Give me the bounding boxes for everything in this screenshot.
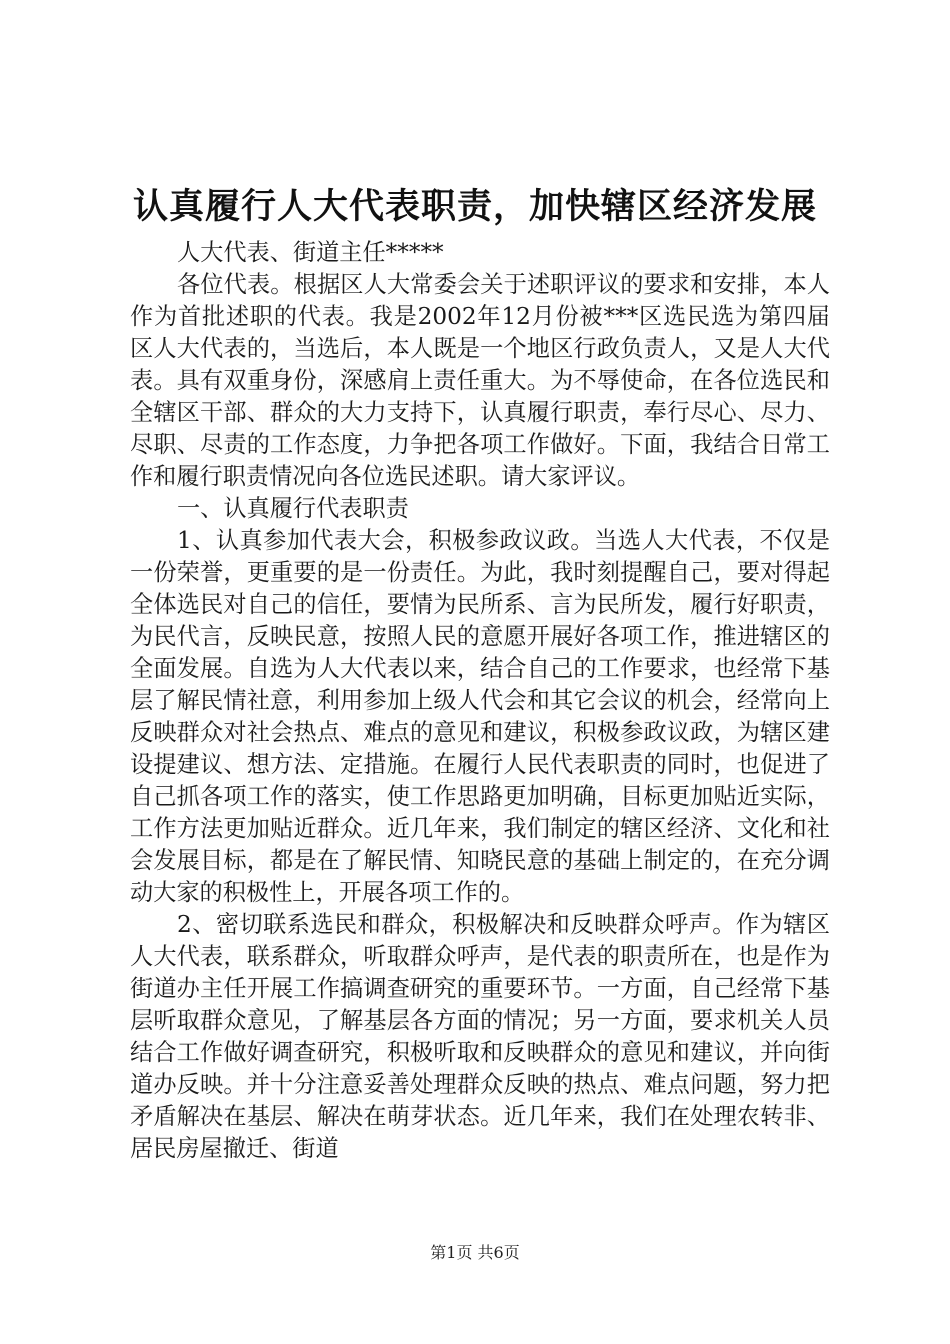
body-paragraph: 1、认真参加代表大会，积极参政议政。当选人大代表，不仅是一份荣誉，更重要的是一份责任。为此，我时刻提醒自己，要对得起全体选民对自己的信任，要情为民所系、言为民所发，履行好职责，为民代言，反映民意，按照人民的意愿开展好各项工作，推进辖区的全面发展。自选为人大代表以来，结合自己的工作要求，也经常下基层了解民情社意，利用参加上级人代会和其它会议的机会，经常向上反映群众对社会热点、难点的意见和建议，积极参政议政，为辖区建设提建议、想方法、定措施。在履行人民代表职责的同时，也促进了自己抓各项工作的落实，使工作思路更加明确，目标更加贴近实际，工作方法更加贴近群众。近几年来，我们制定的辖区经济、文化和社会发展目标，都是在了解民情、知晓民意的基础上制定的，在充分调动大家的积极性上，开展各项工作的。 (130, 527, 830, 906)
section-heading: 一、认真履行代表职责 (177, 495, 409, 522)
page-footer: 第1页 共6页 (430, 1243, 520, 1262)
body-paragraph: 2、密切联系选民和群众，积极解决和反映群众呼声。作为辖区人大代表，联系群众，听取群众呼声，是代表的职责所在，也是作为街道办主任开展工作搞调查研究的重要环节。一方面，自己经常下基层听取群众意见，了解基层各方面的情况；另一方面，要求机关人员结合工作做好调查研究，积极听取和反映群众的意见和建议，并向街道办反映。并十分注意妥善处理群众反映的热点、难点问题，努力把矛盾解决在基层、解决在萌芽状态。近几年来，我们在处理农转非、居民房屋撤迁、街道 (130, 911, 830, 1162)
author-line: 人大代表、街道主任***** (177, 239, 444, 266)
document-body (130, 237, 830, 1165)
document-title: 认真履行人大代表职责，加快辖区经济发展 (132, 186, 817, 227)
body-paragraph: 各位代表。根据区人大常委会关于述职评议的要求和安排，本人作为首批述职的代表。我是2002年12月份被***区选民选为第四届区人大代表的，当选后，本人既是一个地区行政负责人，又是人大代表。具有双重身份，深感肩上责任重大。为不辱使命，在各位选民和全辖区干部、群众的大力支持下，认真履行职责，奉行尽心、尽力、尽职、尽责的工作态度，力争把各项工作做好。下面，我结合日常工作和履行职责情况向各位选民述职。请大家评议。 (130, 271, 830, 490)
